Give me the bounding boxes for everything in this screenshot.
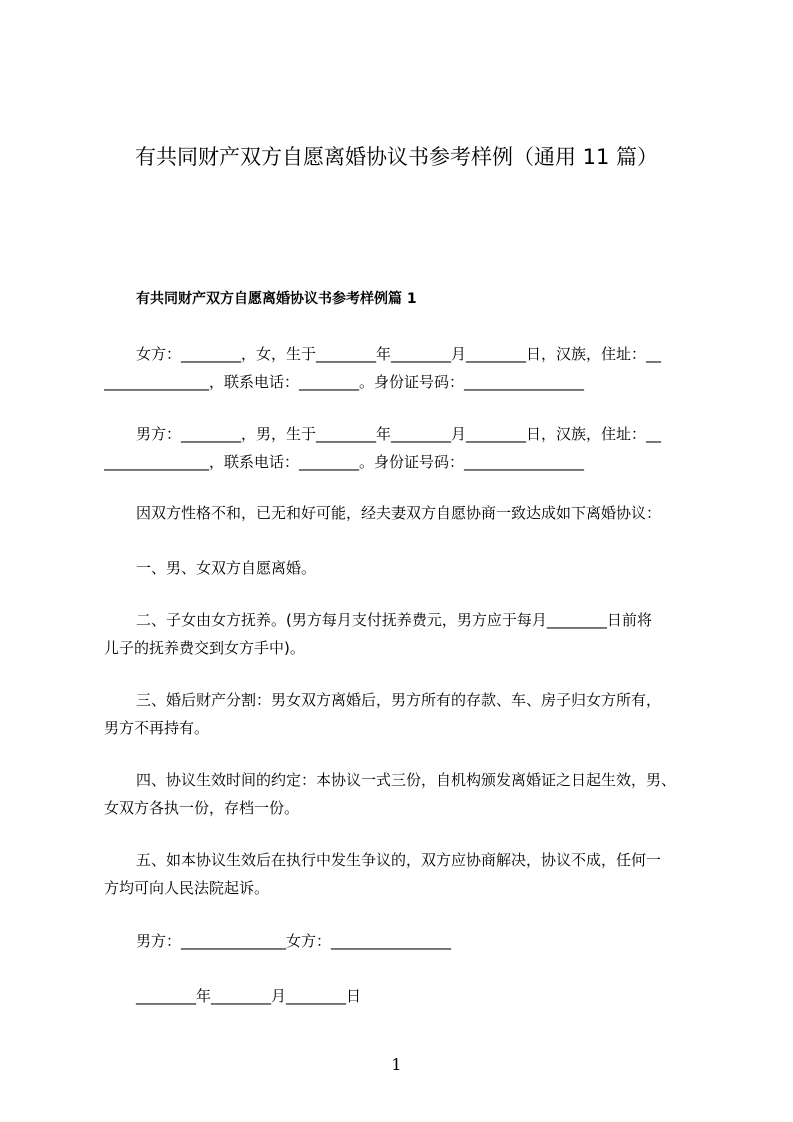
paragraph-line: 二、子女由女方抚养。(男方每月支付抚养费元，男方应于每月________日前将 [136,611,652,629]
paragraph-line: 男方：______________女方：________________ [136,932,452,950]
paragraph-line: ______________，联系电话：________。身份证号码：________________ [104,453,585,471]
paragraph-line: 四、协议生效时间的约定：本协议一式三份，自机构颁发离婚证之日起生效，男、 [136,771,677,789]
clause-1-divorce [104,554,704,582]
paragraph-line: 男方不再持有。 [104,719,210,737]
signature-line [104,927,704,955]
clause-3-property-division [104,686,704,742]
paragraph-male-party-info [104,420,704,476]
paragraph-line: 男方：________，男，生于________年________月________日，汉族，住址：__ [136,425,662,443]
paragraph-line: 方均可向人民法院起诉。 [104,879,270,897]
page-number: 1 [391,1055,402,1074]
paragraph-line: 一、男、女双方自愿离婚。 [136,559,317,577]
paragraph-line: 女方：________，女，生于________年________月________日，汉族，住址：__ [136,345,662,363]
paragraph-line: ________年________月________日 [136,987,362,1005]
clause-5-dispute-resolution [104,846,704,902]
section-heading: 有共同财产双方自愿离婚协议书参考样例篇 1 [136,291,417,307]
paragraph-line: 五、如本协议生效后在执行中发生争议的，双方应协商解决，协议不成，任何一 [136,851,662,869]
paragraph-preamble [104,499,704,527]
clause-4-effective-date [104,766,704,822]
paragraph-line: 因双方性格不和，已无和好可能，经夫妻双方自愿协商一致达成如下离婚协议： [136,504,662,522]
date-line [104,982,704,1010]
document-title: 有共同财产双方自愿离婚协议书参考样例（通用 11 篇） [134,145,659,169]
paragraph-line: 女双方各执一份，存档一份。 [104,799,300,817]
paragraph-line: ______________，联系电话：________。身份证号码：________________ [104,373,585,391]
paragraph-female-party-info [104,340,704,396]
paragraph-line: 儿子的抚养费交到女方手中)。 [104,639,305,657]
paragraph-line: 三、婚后财产分割：男女双方离婚后，男方所有的存款、车、房子归女方所有， [136,691,662,709]
clause-2-child-custody [104,606,704,662]
